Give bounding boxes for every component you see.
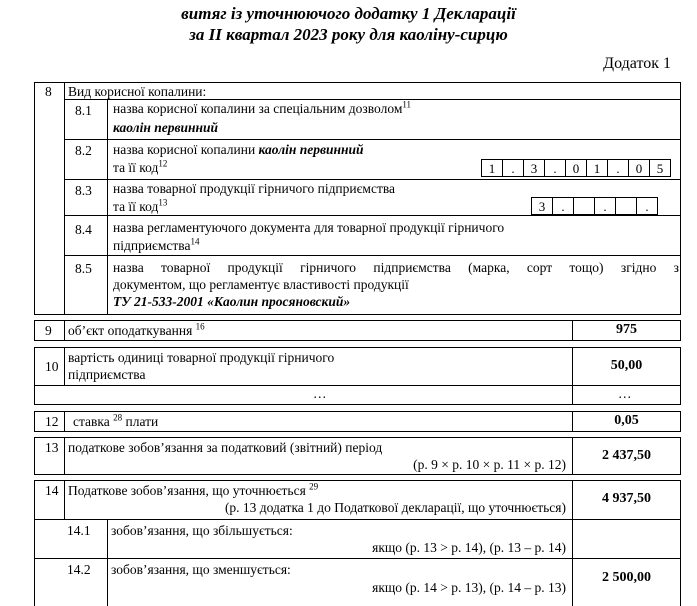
row-8-2-code-cell: 0: [629, 160, 650, 176]
row-8-3-code-cell: [616, 198, 637, 214]
row-13-number: 13: [45, 440, 59, 455]
row-8-3-code-cell: .: [645, 199, 649, 214]
row-10-ellipsis-left: …: [313, 386, 327, 401]
row-8-2-code-cell: 0: [566, 160, 587, 176]
row-12-label: ставка $^{28}$ плати: [73, 412, 159, 429]
row-14-value: 4 937,50: [602, 491, 651, 506]
row-9-number: 9: [45, 323, 52, 338]
row-9-label: об’єкт оподаткування $^{16}$: [68, 321, 205, 338]
row-8-3-label: назва товарної продукції гірничого підприємства: [113, 181, 396, 196]
row-14-sub: (р. 13 додатка 1 до Податкової декларації, що уточнюється): [224, 500, 566, 515]
row-8-4-label-cont: підприємства$^{14}$: [113, 236, 200, 253]
row-8-5-value: ТУ 21-533-2001 «Каолин просяновский»: [113, 294, 351, 309]
row-8-5-line-2: документом, що регламентує властивості продукції: [113, 277, 409, 292]
row-8-3-number: 8.3: [75, 183, 92, 198]
row-10-value: 50,00: [610, 358, 643, 373]
row-14-1-label: зобов’язання, що збільшується:: [111, 523, 293, 538]
row-8-2-code-cell: .: [503, 160, 524, 176]
row-10-ellipsis-right: …: [618, 386, 632, 401]
row-14-2-number: 14.2: [67, 562, 91, 577]
row-8-number: 8: [45, 84, 52, 99]
row-14-label: Податкове зобов’язання, що уточнюється $^{29}$: [68, 481, 319, 498]
row-14-2-label: зобов’язання, що зменшується:: [111, 562, 291, 577]
row-8-2-code-cell: 1: [587, 160, 608, 176]
row-14-2-value: 2 500,00: [602, 570, 651, 585]
row-14-1-condition: якщо (р. 13 > р. 14), (р. 13 – р. 14): [372, 540, 566, 555]
row-14-1-number: 14.1: [67, 523, 91, 538]
row-14-number: 14: [45, 483, 59, 498]
row-8-3-code-cell: [574, 198, 595, 214]
row-8-5-line-1: назва товарної продукції гірничого підприємства (марка, сорт тощо) згідно з: [113, 260, 679, 275]
row-9-value: 975: [616, 322, 637, 337]
row-8-2-code-label: та її код$^{12}$: [113, 158, 168, 175]
row-14-2-condition: якщо (р. 14 > р. 13), (р. 14 – р. 13): [372, 580, 566, 595]
row-13: [34, 437, 681, 475]
row-13-value: 2 437,50: [602, 448, 651, 463]
row-8-3-code-cell: .: [553, 198, 574, 214]
row-8-2-label: назва корисної копалини каолін первинний: [113, 142, 364, 157]
row-9: [34, 320, 681, 341]
row-8-4-label: назва регламентуючого документа для товарної продукції гірничого: [113, 220, 505, 235]
row-8-1-label: назва корисної копалини за спеціальним дозволом$^{11}$: [113, 99, 412, 116]
row-8-2-code-cell: 5: [656, 161, 664, 176]
row-8-1-value: каолін первинний: [113, 120, 219, 135]
row-8-5-number: 8.5: [75, 261, 92, 276]
row-8-3-code-cell: 3: [532, 198, 553, 214]
row-8-2-code-cell: .: [545, 160, 566, 176]
row-12-value: 0,05: [614, 413, 639, 428]
row-8-2-code-cell: 1: [482, 160, 503, 176]
row-8-2-code-cell: 3: [524, 160, 545, 176]
row-8-block: [34, 82, 681, 315]
row-10-number: 10: [45, 359, 59, 374]
row-8-2-number: 8.2: [75, 143, 92, 158]
row-10-line-1: вартість одиниці товарної продукції гірничого: [68, 350, 335, 365]
row-8-3-code-cell: .: [595, 198, 616, 214]
row-8-1-number: 8.1: [75, 103, 92, 118]
row-13-formula: (р. 9 × р. 10 × р. 11 × р. 12): [413, 457, 566, 472]
row-8-label: Вид корисної копалини:: [68, 84, 207, 99]
heading-line-1: витяг із уточнюючого додатку 1 Декларації: [181, 4, 516, 23]
row-8-3-code: [531, 197, 658, 215]
heading-line-2: за II квартал 2023 року для каоліну-сирцю: [189, 25, 508, 44]
row-12: [34, 411, 681, 432]
addendum-label: Додаток 1: [603, 55, 671, 72]
row-8-3-code-label: та її код$^{13}$: [113, 197, 168, 214]
row-8-2-code: [481, 159, 671, 177]
row-10-line-2: підприємства: [68, 367, 146, 382]
row-12-number: 12: [45, 414, 59, 429]
row-13-label: податкове зобов’язання за податковий (звітний) період: [68, 440, 383, 455]
row-8-2-code-cell: .: [608, 160, 629, 176]
row-14-block: [34, 480, 681, 606]
row-10: [34, 347, 681, 405]
row-8-4-number: 8.4: [75, 222, 92, 237]
